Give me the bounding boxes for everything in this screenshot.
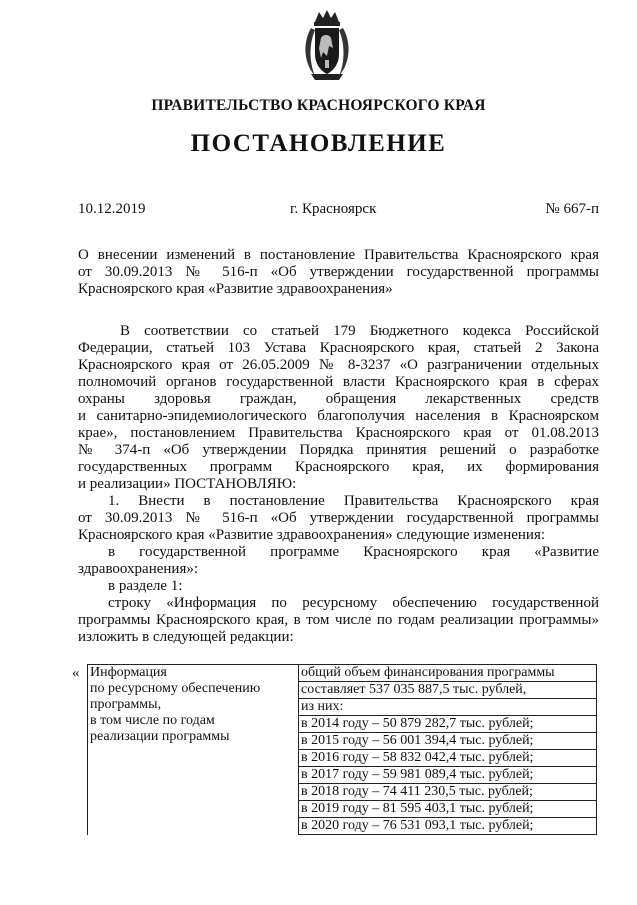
table-label-line: Информация	[90, 665, 167, 680]
body-line: № 374-п «Об утверждении Порядка принятия решений о разработке	[78, 442, 599, 458]
table-label-line: в том числе по годам	[90, 713, 215, 728]
table-label-cell	[88, 665, 299, 835]
body-line: 1. Внести в постановление Правительства Красноярского края	[108, 493, 599, 509]
body-line: В соответствии со статьей 179 Бюджетного кодекса Российской	[120, 323, 599, 339]
body-line: строку «Информация по ресурсному обеспечению государственной	[108, 595, 599, 611]
body-line: здравоохранения»:	[78, 561, 199, 577]
table-value-cell: в 2014 году – 50 879 282,7 тыс. рублей;	[299, 716, 597, 733]
table-row	[88, 665, 597, 682]
subject-line: Красноярского края «Развитие здравоохранения»	[78, 281, 393, 297]
table-value-cell: в 2016 году – 58 832 042,4 тыс. рублей;	[299, 750, 597, 767]
document-date: 10.12.2019	[78, 201, 146, 217]
table-value-cell: составляет 537 035 887,5 тыс. рублей,	[299, 682, 597, 699]
table-value-cell: в 2019 году – 81 595 403,1 тыс. рублей;	[299, 801, 597, 818]
body-line: и реализации» ПОСТАНОВЛЯЮ:	[78, 476, 297, 492]
table-label-line: реализации программы	[90, 729, 230, 744]
body-line: программы Красноярского края, в том числе по годам реализации программы»	[78, 612, 599, 628]
body-line: Красноярского края «Развитие здравоохранения» следующие изменения:	[78, 527, 546, 543]
body-line: охраны здоровья граждан, обращения лекарственных средств	[78, 391, 599, 407]
body-line: Федерации, статьей 103 Устава Красноярского края, статьей 2 Закона	[78, 340, 599, 356]
table-value-cell: из них:	[299, 699, 597, 716]
table-value-cell: общий объем финансирования программы	[299, 665, 597, 682]
body-line: Красноярского края от 26.05.2009 № 8-3237 «О разграничении отдельных	[78, 357, 599, 373]
body-line: и санитарно-эпидемиологического благополучия населения в Красноярском	[78, 408, 599, 424]
table-label-line: по ресурсному обеспечению	[90, 681, 261, 696]
document-subject	[78, 247, 599, 298]
body-line: государственных программ Красноярского края, их формирования	[78, 459, 599, 475]
table-value-cell: в 2017 году – 59 981 089,4 тыс. рублей;	[299, 767, 597, 784]
subject-line: О внесении изменений в постановление Правительства Красноярского края	[78, 247, 599, 263]
subject-line: от 30.09.2013 № 516-п «Об утверждении государственной программы	[78, 264, 599, 280]
government-name: ПРАВИТЕЛЬСТВО КРАСНОЯРСКОГО КРАЯ	[151, 97, 486, 114]
table-value-cell: в 2015 году – 56 001 394,4 тыс. рублей;	[299, 733, 597, 750]
document-type-title: ПОСТАНОВЛЕНИЕ	[190, 130, 447, 157]
table-label-line: программы,	[90, 697, 162, 712]
body-line: в разделе 1:	[108, 578, 183, 594]
document-number: № 667-п	[545, 201, 599, 217]
body-line: от 30.09.2013 № 516-п «Об утверждении государственной программы	[78, 510, 599, 526]
body-line: в государственной программе Красноярского края «Развитие	[108, 544, 599, 560]
body-line: крае», постановлением Правительства Красноярского края от 01.08.2013	[78, 425, 599, 441]
resource-table	[87, 664, 597, 835]
coat-of-arms-icon	[301, 8, 353, 82]
table-open-quote: «	[72, 665, 80, 681]
document-body	[78, 323, 599, 646]
body-line: изложить в следующей редакции:	[78, 629, 294, 645]
table-value-cell: в 2020 году – 76 531 093,1 тыс. рублей;	[299, 818, 597, 835]
document-city: г. Красноярск	[290, 201, 377, 217]
body-line: полномочий органов государственной власти Красноярского края в сферах	[78, 374, 599, 390]
table-value-cell: в 2018 году – 74 411 230,5 тыс. рублей;	[299, 784, 597, 801]
